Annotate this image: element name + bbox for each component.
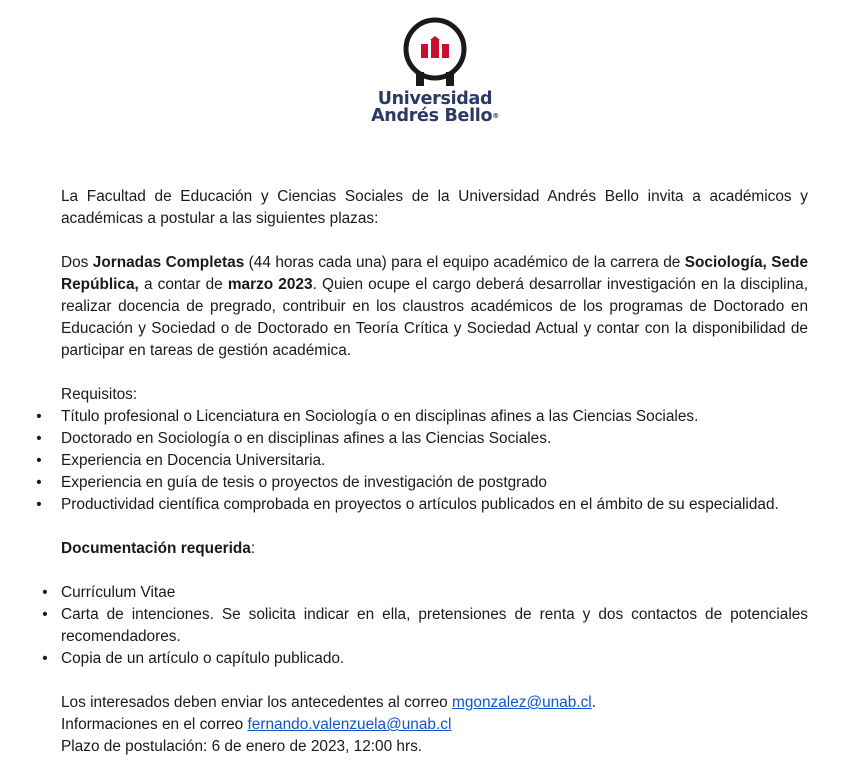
- email-link-fvalenzuela[interactable]: fernando.valenzuela@unab.cl: [247, 716, 452, 733]
- list-item: • Doctorado en Sociología o en disciplinas afines a las Ciencias Sociales.: [36, 430, 552, 447]
- list-item: • Copia de un artículo o capítulo publicado.: [42, 650, 345, 667]
- requirements-list: [36, 406, 808, 516]
- list-item: • Experiencia en Docencia Universitaria.: [36, 452, 326, 469]
- contact-info-line: Informaciones en el correo fernando.valenzuela@unab.cl: [61, 716, 452, 733]
- intro-paragraph: La Facultad de Educación y Ciencias Sociales de la Universidad Andrés Bello invita a académicos y académicas a postular a las siguientes plazas:: [61, 188, 808, 227]
- list-item: • Carta de intenciones. Se solicita indicar en ella, pretensiones de renta y dos contactos de potenciales recomendadores.: [42, 606, 808, 645]
- documentation-list: [42, 582, 808, 670]
- logo-line-1: Universidad: [377, 89, 493, 109]
- university-seal-icon: [401, 16, 469, 90]
- position-paragraph: Dos Jornadas Completas (44 horas cada una) para el equipo académico de la carrera de Sociología, Sede República, a contar de marzo 2023. Quien ocupe el cargo deberá desarrollar investigación en la disciplina, realizar docencia de pregrado, contribuir en los claustros académicos de los programas de Doctorado en Educación y Sociedad o de Doctorado en Teoría Crítica y Sociedad Actual y contar con la disponibilidad de participar en tareas de gestión académica.: [61, 254, 809, 359]
- list-item: • Experiencia en guía de tesis o proyectos de investigación de postgrado: [36, 474, 547, 491]
- list-item: • Currículum Vitae: [42, 584, 176, 601]
- logo-line-2: Andrés Bello®: [371, 106, 499, 126]
- list-item: • Productividad científica comprobada en proyectos o artículos publicados en el ámbito de su especialidad.: [36, 496, 779, 513]
- list-item: • Título profesional o Licenciatura en Sociología o en disciplinas afines a las Ciencias Sociales.: [36, 408, 699, 425]
- deadline-line: Plazo de postulación: 6 de enero de 2023, 12:00 hrs.: [61, 738, 423, 755]
- contact-send-line: Los interesados deben enviar los antecedentes al correo mgonzalez@unab.cl.: [61, 694, 596, 711]
- email-link-mgonzalez[interactable]: mgonzalez@unab.cl: [452, 694, 592, 711]
- registered-mark: ®: [492, 112, 499, 120]
- document-body: [36, 186, 809, 758]
- university-logo: [360, 16, 510, 128]
- documentation-heading: Documentación requerida:: [61, 540, 256, 557]
- requirements-heading: Requisitos:: [61, 386, 138, 403]
